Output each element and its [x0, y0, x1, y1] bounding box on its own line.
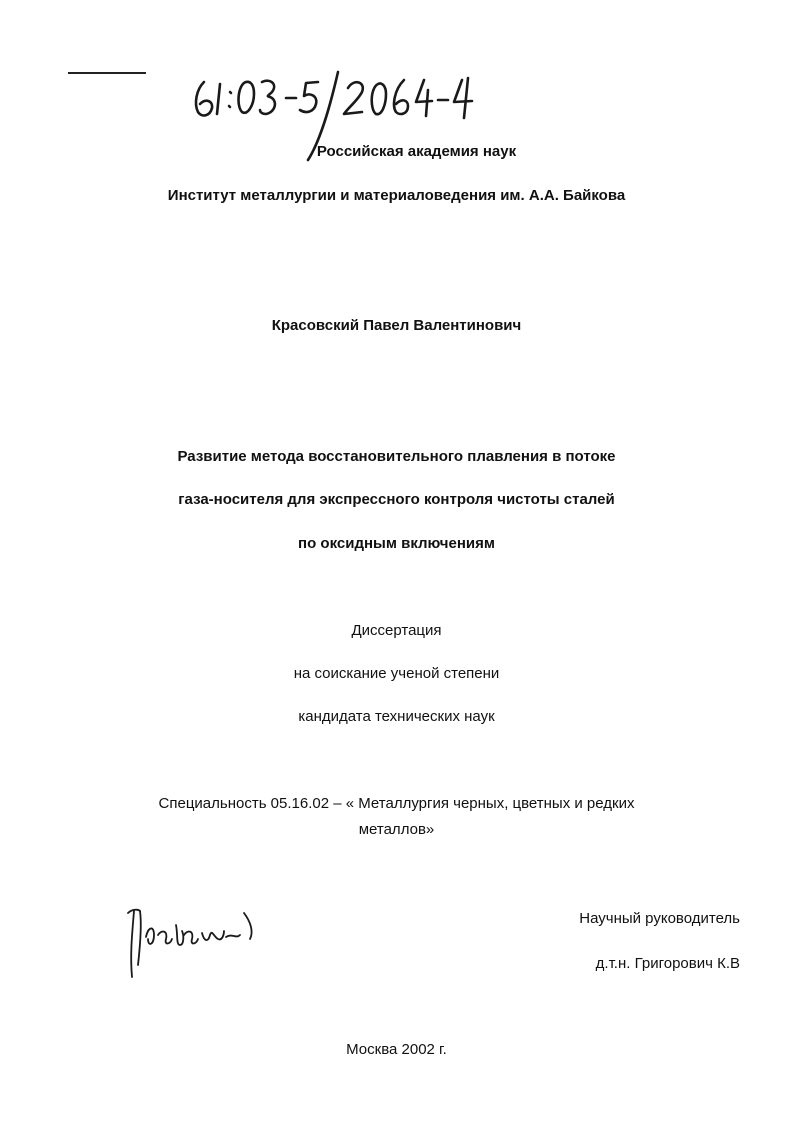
specialty-line-1: Специальность 05.16.02 – « Металлургия черных, цветных и редких: [158, 795, 635, 812]
thesis-title-line-3: по оксидным включениям: [298, 535, 495, 552]
degree-line-3: кандидата технических наук: [298, 708, 495, 725]
supervisor-name: д.т.н. Григорович К.В: [595, 955, 740, 972]
author-name: Красовский Павел Валентинович: [271, 317, 522, 334]
degree-line-2: на соискание ученой степени: [293, 665, 500, 682]
thesis-title-line-2: газа-носителя для экспрессного контроля чистоты сталей: [178, 491, 615, 508]
supervisor-label: Научный руководитель: [579, 910, 740, 927]
academy-name: Российская академия наук: [316, 143, 517, 160]
specialty-line-2: металлов»: [358, 821, 435, 838]
city-year: Москва 2002 г.: [346, 1041, 447, 1058]
degree-line-1: Диссертация: [351, 622, 442, 639]
institute-name: Институт металлургии и материаловедения им. А.А. Байкова: [167, 187, 626, 204]
thesis-title-line-1: Развитие метода восстановительного плавления в потоке: [177, 448, 616, 465]
author-signature: [118, 895, 268, 985]
top-left-rule: [68, 72, 146, 74]
